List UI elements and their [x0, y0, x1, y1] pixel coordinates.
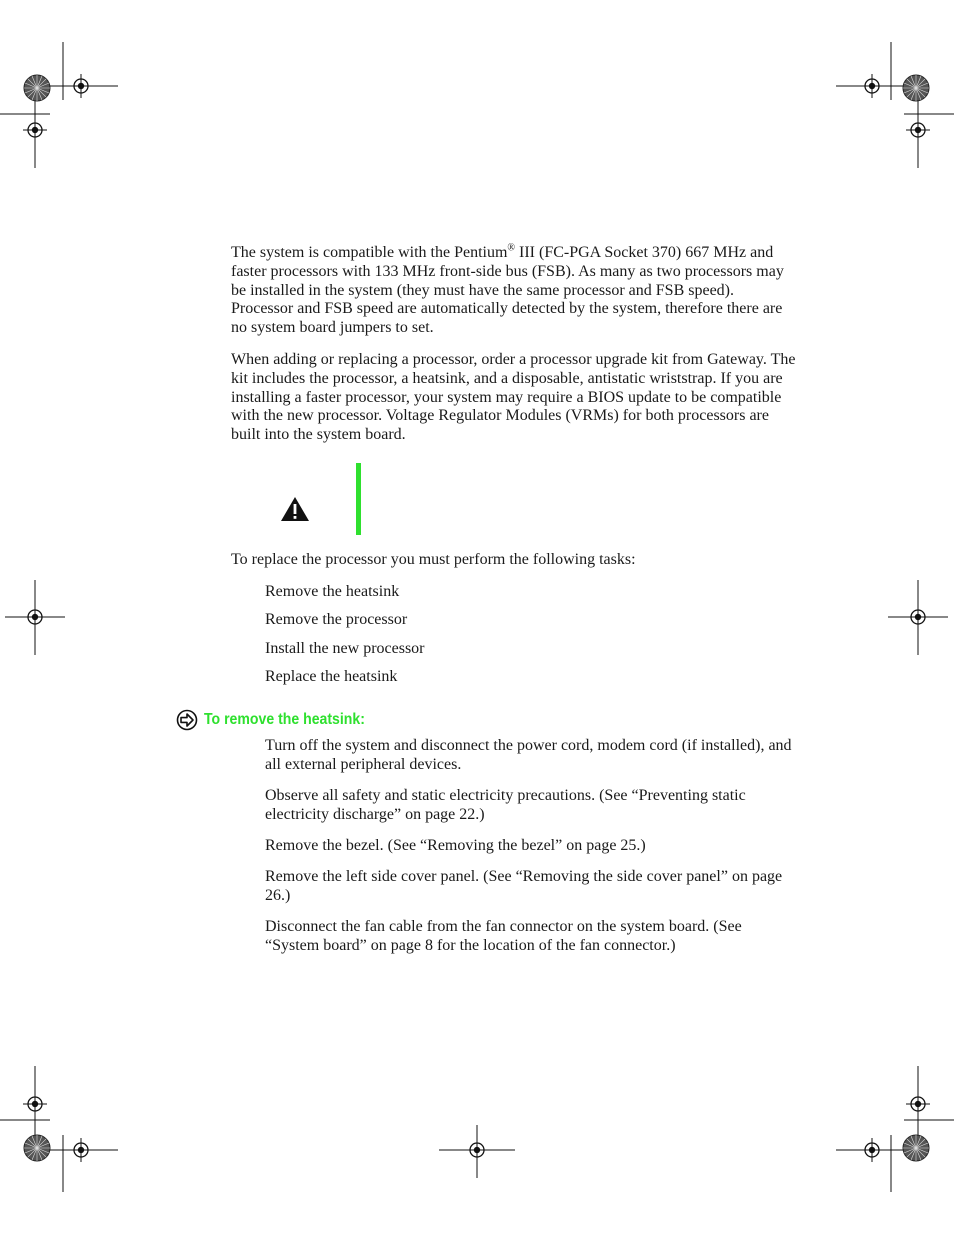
list-item: Remove the heatsink	[265, 583, 400, 600]
list-item: Replace the heatsink	[265, 668, 398, 685]
procedure-heading	[176, 709, 387, 731]
procedure-step: Observe all safety and static electricity precautions. (See “Preventing static electricity discharge” on page 22.)	[265, 787, 746, 823]
warning-icon	[280, 496, 310, 522]
procedure-title: To remove the heatsink:	[204, 711, 365, 728]
intro-paragraph-1: The system is compatible with the Pentium® III (FC-PGA Socket 370) 667 MHz and faster processors with 133 MHz front-side bus (FSB). As many as two processors may be installed in the system (they must have the same processor and FSB speed). Processor and FSB speed are automatically detected by the system, therefore there are no system board jumpers to set.	[231, 242, 784, 337]
list-item: Install the new processor	[265, 640, 425, 657]
arrow-right-circle-icon	[176, 709, 198, 731]
procedure-step: Disconnect the fan cable from the fan connector on the system board. (See “System board” on page 8 for the location of the fan connector.)	[265, 918, 742, 954]
list-item: Remove the processor	[265, 611, 408, 628]
procedure-step: Remove the left side cover panel. (See “Removing the side cover panel” on page 26.)	[265, 868, 783, 904]
procedure-step: Turn off the system and disconnect the power cord, modem cord (if installed), and all external peripheral devices.	[265, 737, 792, 773]
intro-paragraph-2: When adding or replacing a processor, order a processor upgrade kit from Gateway. The kit includes the processor, a heatsink, and a disposable, antistatic wriststrap. If you are installing a faster processor, your system may require a BIOS update to be compatible with the new processor. Voltage Regulator Modules (VRMs) for both processors are built into the system board.	[231, 351, 796, 444]
tasks-lead: To replace the processor you must perform the following tasks:	[231, 551, 636, 568]
procedure-step: Remove the bezel. (See “Removing the bezel” on page 25.)	[265, 837, 646, 854]
registered-mark: ®	[507, 242, 516, 254]
caution-bar	[356, 463, 361, 535]
